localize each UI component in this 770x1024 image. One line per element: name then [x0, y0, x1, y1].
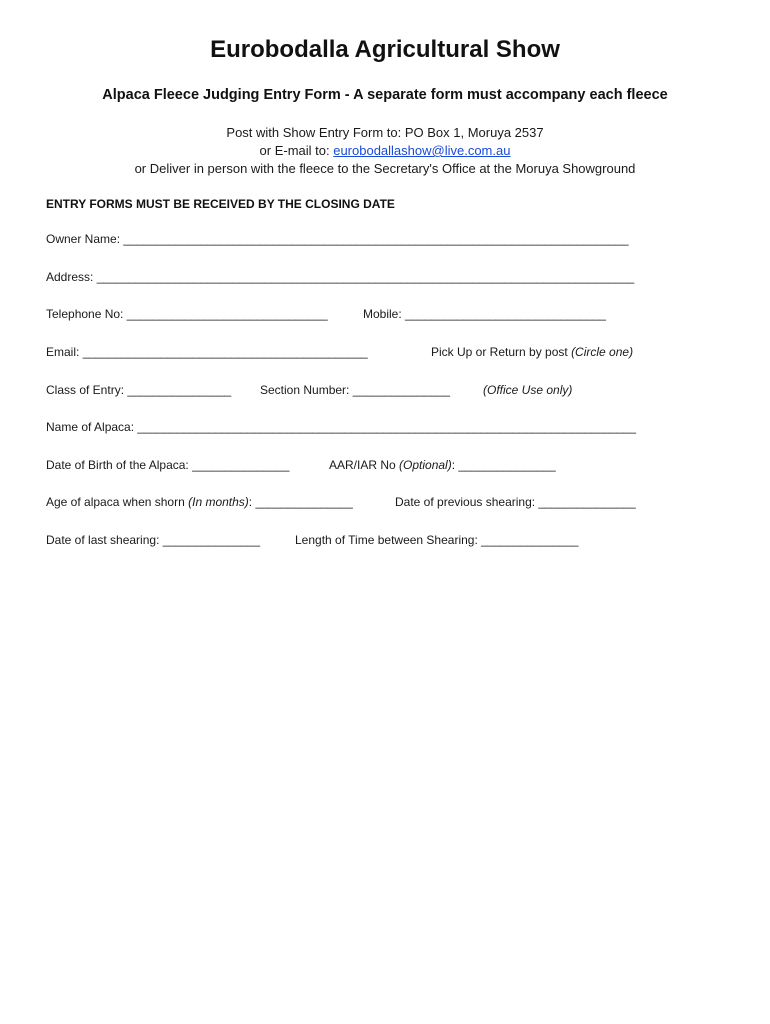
- address-label: Address:: [46, 270, 97, 284]
- pickup-note: (Circle one): [571, 345, 634, 359]
- class-of-entry-label: Class of Entry:: [46, 383, 128, 397]
- telephone-field[interactable]: [46, 307, 327, 321]
- alpaca-name-label: Name of Alpaca:: [46, 420, 138, 434]
- submission-instructions: [0, 124, 770, 178]
- telephone-blank[interactable]: _______________________________: [126, 307, 328, 321]
- prev-shearing-label: Date of previous shearing:: [395, 495, 539, 509]
- section-number-field[interactable]: [260, 383, 450, 397]
- prev-shearing-blank[interactable]: _______________: [538, 495, 636, 509]
- age-shorn-note: (In months): [188, 495, 249, 509]
- office-use-note: (Office Use only): [483, 383, 573, 397]
- age-shorn-suffix: :: [248, 495, 256, 509]
- email-link[interactable]: eurobodallashow@live.com.au: [333, 143, 511, 158]
- owner-name-blank[interactable]: ______________________________________________________________________________: [123, 232, 629, 246]
- age-shorn-blank[interactable]: _______________: [255, 495, 353, 509]
- pickup-option[interactable]: [431, 345, 633, 359]
- aar-iar-field[interactable]: [329, 458, 556, 472]
- time-between-label: Length of Time between Shearing:: [295, 533, 482, 547]
- dob-blank[interactable]: _______________: [192, 458, 290, 472]
- aar-iar-suffix: :: [451, 458, 459, 472]
- age-shorn-label: Age of alpaca when shorn: [46, 495, 189, 509]
- last-shearing-label: Date of last shearing:: [46, 533, 163, 547]
- address-field[interactable]: [46, 270, 634, 284]
- prev-shearing-field[interactable]: [395, 495, 636, 509]
- owner-name-field[interactable]: [46, 232, 628, 246]
- address-blank[interactable]: ___________________________________________________________________________________: [96, 270, 635, 284]
- section-number-label: Section Number:: [260, 383, 353, 397]
- mobile-blank[interactable]: _______________________________: [405, 307, 606, 321]
- dob-label: Date of Birth of the Alpaca:: [46, 458, 193, 472]
- email-line: [0, 142, 770, 160]
- closing-date-notice: ENTRY FORMS MUST BE RECEIVED BY THE CLOSING DATE: [46, 197, 395, 211]
- mobile-label: Mobile:: [363, 307, 406, 321]
- telephone-label: Telephone No:: [46, 307, 127, 321]
- alpaca-name-field[interactable]: [46, 420, 636, 434]
- form-subtitle: Alpaca Fleece Judging Entry Form - A separate form must accompany each fleece: [102, 87, 668, 103]
- page-title: Eurobodalla Agricultural Show: [210, 36, 560, 63]
- dob-field[interactable]: [46, 458, 289, 472]
- time-between-field[interactable]: [295, 533, 578, 547]
- alpaca-name-blank[interactable]: _____________________________________________________________________________: [137, 420, 636, 434]
- class-of-entry-field[interactable]: [46, 383, 231, 397]
- pickup-label: Pick Up or Return by post: [431, 345, 572, 359]
- mobile-field[interactable]: [363, 307, 606, 321]
- age-shorn-field[interactable]: [46, 495, 353, 509]
- last-shearing-field[interactable]: [46, 533, 260, 547]
- post-address-line: Post with Show Entry Form to: PO Box 1, Moruya 2537: [226, 125, 544, 140]
- section-number-blank[interactable]: _______________: [352, 383, 450, 397]
- time-between-blank[interactable]: _______________: [481, 533, 579, 547]
- email-label: Email:: [46, 345, 83, 359]
- last-shearing-blank[interactable]: _______________: [162, 533, 260, 547]
- email-field[interactable]: [46, 345, 368, 359]
- class-of-entry-blank[interactable]: ________________: [127, 383, 231, 397]
- owner-name-label: Owner Name:: [46, 232, 124, 246]
- aar-iar-note: (Optional): [399, 458, 452, 472]
- deliver-line: or Deliver in person with the fleece to the Secretary's Office at the Moruya Showground: [134, 161, 636, 176]
- aar-iar-label: AAR/IAR No: [329, 458, 400, 472]
- email-blank[interactable]: ____________________________________________: [82, 345, 368, 359]
- aar-iar-blank[interactable]: _______________: [458, 458, 556, 472]
- email-prefix: or E-mail to:: [259, 143, 334, 158]
